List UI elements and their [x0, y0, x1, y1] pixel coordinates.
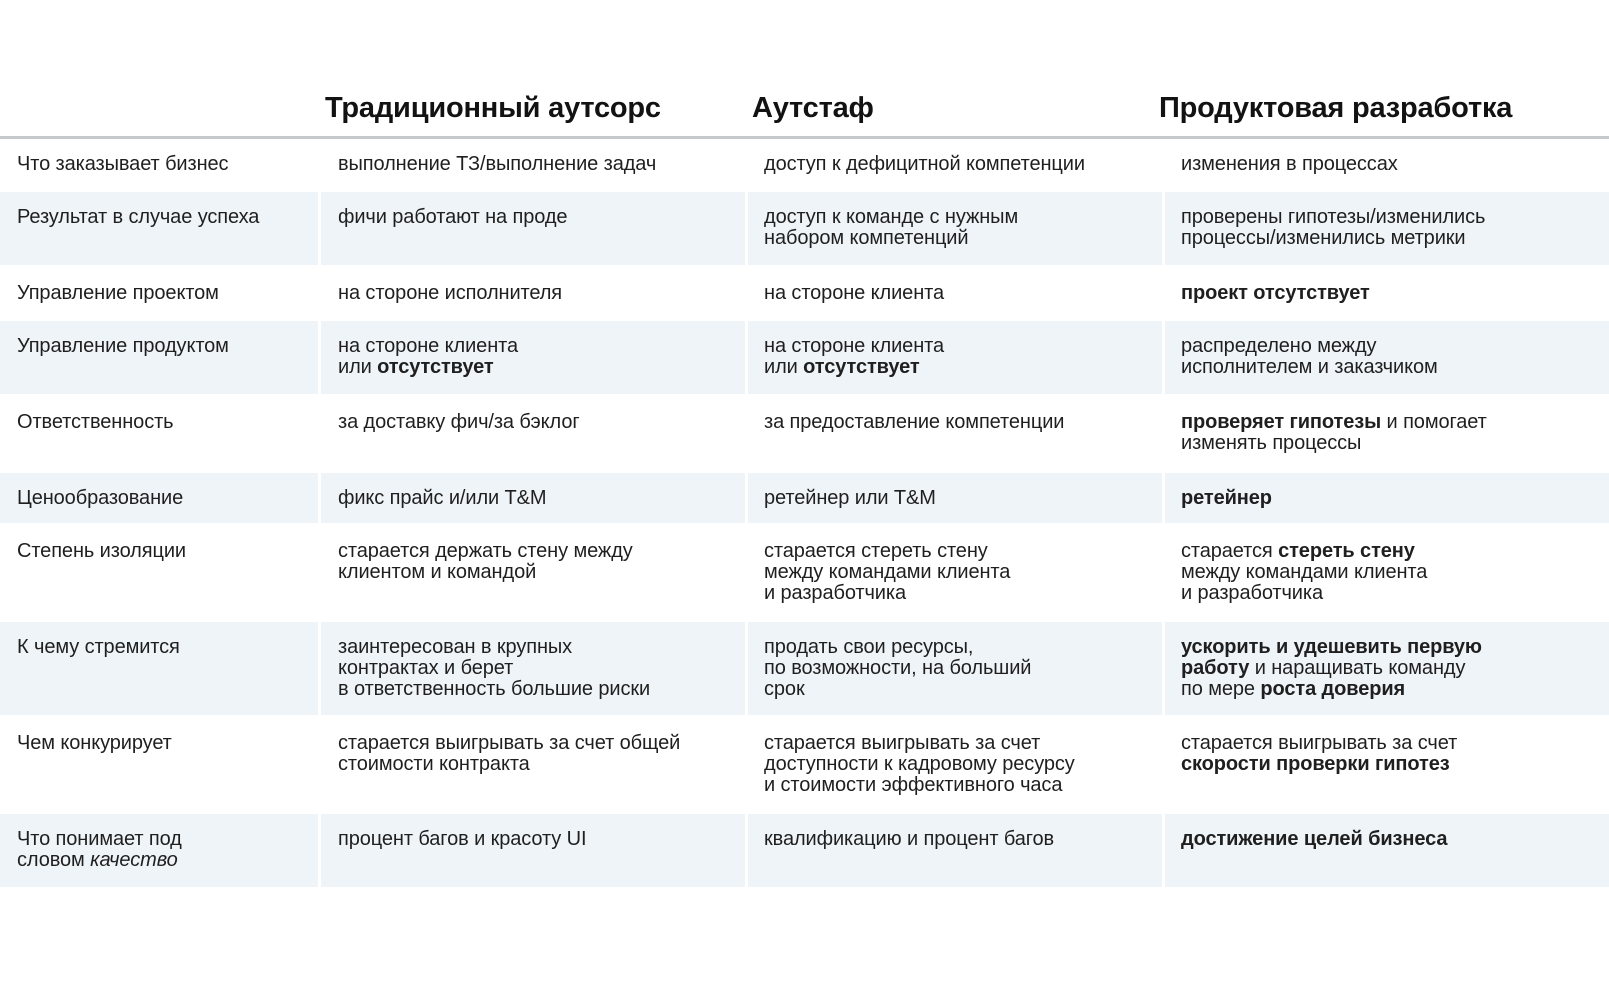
cell-text: старается выигрывать за счет общей — [338, 732, 681, 754]
emphasis-text: проект отсутствует — [1181, 282, 1370, 304]
cell-line — [338, 658, 731, 679]
cell-outstaff — [748, 814, 1162, 887]
cell-line — [1181, 228, 1595, 249]
cell-text: по мере — [1181, 678, 1261, 700]
cell-text: Ответственность — [17, 411, 174, 433]
emphasis-text: отсутствует — [803, 356, 920, 378]
cell-traditional-outsource — [321, 139, 745, 189]
cell-text: Степень изоляции — [17, 540, 186, 562]
table-header — [0, 0, 1609, 139]
table-row — [0, 321, 1609, 394]
cell-outstaff — [748, 139, 1162, 189]
cell-traditional-outsource — [321, 718, 745, 811]
cell-line — [764, 207, 1148, 228]
cell-text: или — [764, 356, 804, 378]
cell-line — [1181, 154, 1595, 175]
emphasis-text: отсутствует — [377, 356, 494, 378]
cell-outstaff — [748, 321, 1162, 394]
cell-line — [1181, 433, 1595, 454]
row-label — [0, 814, 318, 887]
cell-text: изменения в процессах — [1181, 153, 1398, 175]
row-label — [0, 139, 318, 189]
cell-text: Ценообразование — [17, 487, 184, 509]
cell-line — [17, 154, 304, 175]
table-row — [0, 192, 1609, 265]
cell-product-development — [1165, 139, 1609, 189]
cell-line — [338, 733, 731, 754]
cell-line — [764, 541, 1148, 562]
cell-line — [764, 775, 1148, 796]
cell-product-development — [1165, 192, 1609, 265]
cell-line — [338, 637, 731, 658]
emphasis-text: роста доверия — [1260, 678, 1406, 700]
cell-text: продать свои ресурсы, — [764, 636, 974, 658]
cell-text: старается выигрывать за счет — [764, 732, 1041, 754]
cell-traditional-outsource — [321, 268, 745, 318]
cell-line — [1181, 733, 1595, 754]
cell-text: изменять процессы — [1181, 432, 1362, 454]
table-body — [0, 139, 1609, 887]
cell-text: фикс прайс и/или T&M — [338, 487, 547, 509]
row-label — [0, 473, 318, 523]
cell-text: Управление проектом — [17, 282, 219, 304]
cell-text: клиентом и командой — [338, 561, 537, 583]
table-row — [0, 814, 1609, 887]
cell-line — [764, 583, 1148, 604]
cell-line — [17, 488, 304, 509]
cell-product-development — [1165, 526, 1609, 619]
cell-line — [338, 829, 731, 850]
cell-line — [1181, 488, 1595, 509]
row-label — [0, 192, 318, 265]
cell-line — [338, 679, 731, 700]
emphasis-text: ретейнер — [1181, 487, 1272, 509]
cell-text: и помогает — [1381, 411, 1487, 433]
cell-line — [1181, 679, 1595, 700]
cell-line — [338, 207, 731, 228]
cell-line — [1181, 754, 1595, 775]
cell-line — [338, 154, 731, 175]
cell-text: старается стереть стену — [764, 540, 988, 562]
cell-line — [338, 488, 731, 509]
cell-outstaff — [748, 526, 1162, 619]
cell-line — [17, 412, 304, 433]
emphasis-text: ускорить и удешевить первую — [1181, 636, 1482, 658]
cell-line — [1181, 658, 1595, 679]
cell-line — [17, 850, 304, 871]
cell-text: старается — [1181, 540, 1279, 562]
cell-line — [338, 562, 731, 583]
cell-line — [17, 283, 304, 304]
cell-text: за предоставление компетенции — [764, 411, 1065, 433]
cell-outstaff — [748, 192, 1162, 265]
cell-line — [338, 336, 731, 357]
cell-line — [764, 412, 1148, 433]
table-row — [0, 268, 1609, 318]
cell-line — [338, 541, 731, 562]
header-divider — [0, 136, 1609, 139]
cell-traditional-outsource — [321, 192, 745, 265]
cell-line — [1181, 357, 1595, 378]
cell-line — [17, 733, 304, 754]
cell-text: и разработчика — [764, 582, 906, 604]
cell-traditional-outsource — [321, 622, 745, 715]
cell-text: Чем конкурирует — [17, 732, 172, 754]
cell-line — [764, 679, 1148, 700]
cell-text: между командами клиента — [1181, 561, 1428, 583]
emphasis-text: скорости проверки гипотез — [1181, 753, 1450, 775]
cell-text: за доставку фич/за бэклог — [338, 411, 580, 433]
cell-text: квалификацию и процент багов — [764, 828, 1055, 850]
italic-text: качество — [90, 849, 178, 871]
cell-product-development — [1165, 268, 1609, 318]
cell-line — [338, 357, 731, 378]
cell-text: старается выигрывать за счет — [1181, 732, 1458, 754]
cell-text: К чему стремится — [17, 636, 180, 658]
cell-text: на стороне клиента — [764, 282, 944, 304]
cell-text: и наращивать команду — [1249, 657, 1466, 679]
cell-line — [338, 283, 731, 304]
row-label — [0, 268, 318, 318]
cell-text: набором компетенций — [764, 227, 969, 249]
header-traditional-outsource: Традиционный аутсорс — [325, 92, 661, 124]
emphasis-text: достижение целей бизнеса — [1181, 828, 1448, 850]
cell-text: по возможности, на больший — [764, 657, 1032, 679]
cell-line — [764, 228, 1148, 249]
cell-outstaff — [748, 622, 1162, 715]
table-row — [0, 526, 1609, 619]
cell-line — [764, 658, 1148, 679]
cell-text: стоимости контракта — [338, 753, 530, 775]
row-label — [0, 321, 318, 394]
cell-outstaff — [748, 397, 1162, 470]
cell-line — [764, 829, 1148, 850]
cell-line — [338, 412, 731, 433]
emphasis-text: проверяет гипотезы — [1181, 411, 1382, 433]
cell-text: на стороне клиента — [764, 335, 944, 357]
cell-line — [764, 754, 1148, 775]
cell-product-development — [1165, 397, 1609, 470]
header-outstaff: Аутстаф — [752, 92, 874, 124]
cell-line — [764, 637, 1148, 658]
cell-text: в ответственность большие риски — [338, 678, 651, 700]
cell-text: и стоимости эффективного часа — [764, 774, 1063, 796]
emphasis-text: работу — [1181, 657, 1250, 679]
cell-text: ретейнер или T&M — [764, 487, 936, 509]
cell-line — [17, 336, 304, 357]
header-product-development: Продуктовая разработка — [1159, 92, 1513, 124]
cell-product-development — [1165, 622, 1609, 715]
cell-text: на стороне клиента — [338, 335, 518, 357]
cell-line — [1181, 562, 1595, 583]
row-label — [0, 718, 318, 811]
table-row — [0, 139, 1609, 189]
cell-text: или — [338, 356, 378, 378]
cell-text: между командами клиента — [764, 561, 1011, 583]
cell-text: старается держать стену между — [338, 540, 633, 562]
cell-text: срок — [764, 678, 805, 700]
cell-line — [338, 754, 731, 775]
cell-line — [17, 207, 304, 228]
cell-text: Результат в случае успеха — [17, 206, 260, 228]
cell-text: процент багов и красоту UI — [338, 828, 587, 850]
row-label — [0, 397, 318, 470]
cell-line — [764, 357, 1148, 378]
cell-text: словом — [17, 849, 91, 871]
cell-line — [1181, 637, 1595, 658]
cell-line — [764, 336, 1148, 357]
cell-outstaff — [748, 718, 1162, 811]
table-row — [0, 718, 1609, 811]
cell-line — [764, 488, 1148, 509]
cell-text: выполнение ТЗ/выполнение задач — [338, 153, 657, 175]
cell-line — [17, 637, 304, 658]
emphasis-text: стереть стену — [1278, 540, 1415, 562]
cell-line — [764, 562, 1148, 583]
cell-line — [17, 541, 304, 562]
cell-text: контрактах и берет — [338, 657, 514, 679]
cell-line — [764, 733, 1148, 754]
cell-text: заинтересован в крупных — [338, 636, 573, 658]
row-label — [0, 622, 318, 715]
cell-text: Что понимает под — [17, 828, 182, 850]
cell-text: исполнителем и заказчиком — [1181, 356, 1438, 378]
cell-text: доступ к дефицитной компетенции — [764, 153, 1085, 175]
cell-text: доступ к команде с нужным — [764, 206, 1019, 228]
cell-product-development — [1165, 814, 1609, 887]
cell-line — [1181, 829, 1595, 850]
cell-line — [17, 829, 304, 850]
table-row — [0, 473, 1609, 523]
cell-line — [1181, 207, 1595, 228]
cell-product-development — [1165, 718, 1609, 811]
cell-text: Что заказывает бизнес — [17, 153, 229, 175]
cell-line — [1181, 283, 1595, 304]
row-label — [0, 526, 318, 619]
cell-text: доступности к кадровому ресурсу — [764, 753, 1075, 775]
cell-traditional-outsource — [321, 526, 745, 619]
cell-text: фичи работают на проде — [338, 206, 568, 228]
cell-traditional-outsource — [321, 321, 745, 394]
cell-text: проверены гипотезы/изменились — [1181, 206, 1486, 228]
cell-text: распределено между — [1181, 335, 1377, 357]
cell-outstaff — [748, 473, 1162, 523]
cell-traditional-outsource — [321, 473, 745, 523]
cell-text: процессы/изменились метрики — [1181, 227, 1466, 249]
cell-outstaff — [748, 268, 1162, 318]
cell-traditional-outsource — [321, 397, 745, 470]
cell-line — [764, 154, 1148, 175]
cell-line — [1181, 412, 1595, 433]
table-row — [0, 622, 1609, 715]
cell-line — [764, 283, 1148, 304]
cell-product-development — [1165, 473, 1609, 523]
cell-text: на стороне исполнителя — [338, 282, 563, 304]
cell-traditional-outsource — [321, 814, 745, 887]
cell-text: и разработчика — [1181, 582, 1323, 604]
table-row — [0, 397, 1609, 470]
cell-line — [1181, 583, 1595, 604]
cell-line — [1181, 336, 1595, 357]
cell-product-development — [1165, 321, 1609, 394]
cell-line — [1181, 541, 1595, 562]
cell-text: Управление продуктом — [17, 335, 229, 357]
